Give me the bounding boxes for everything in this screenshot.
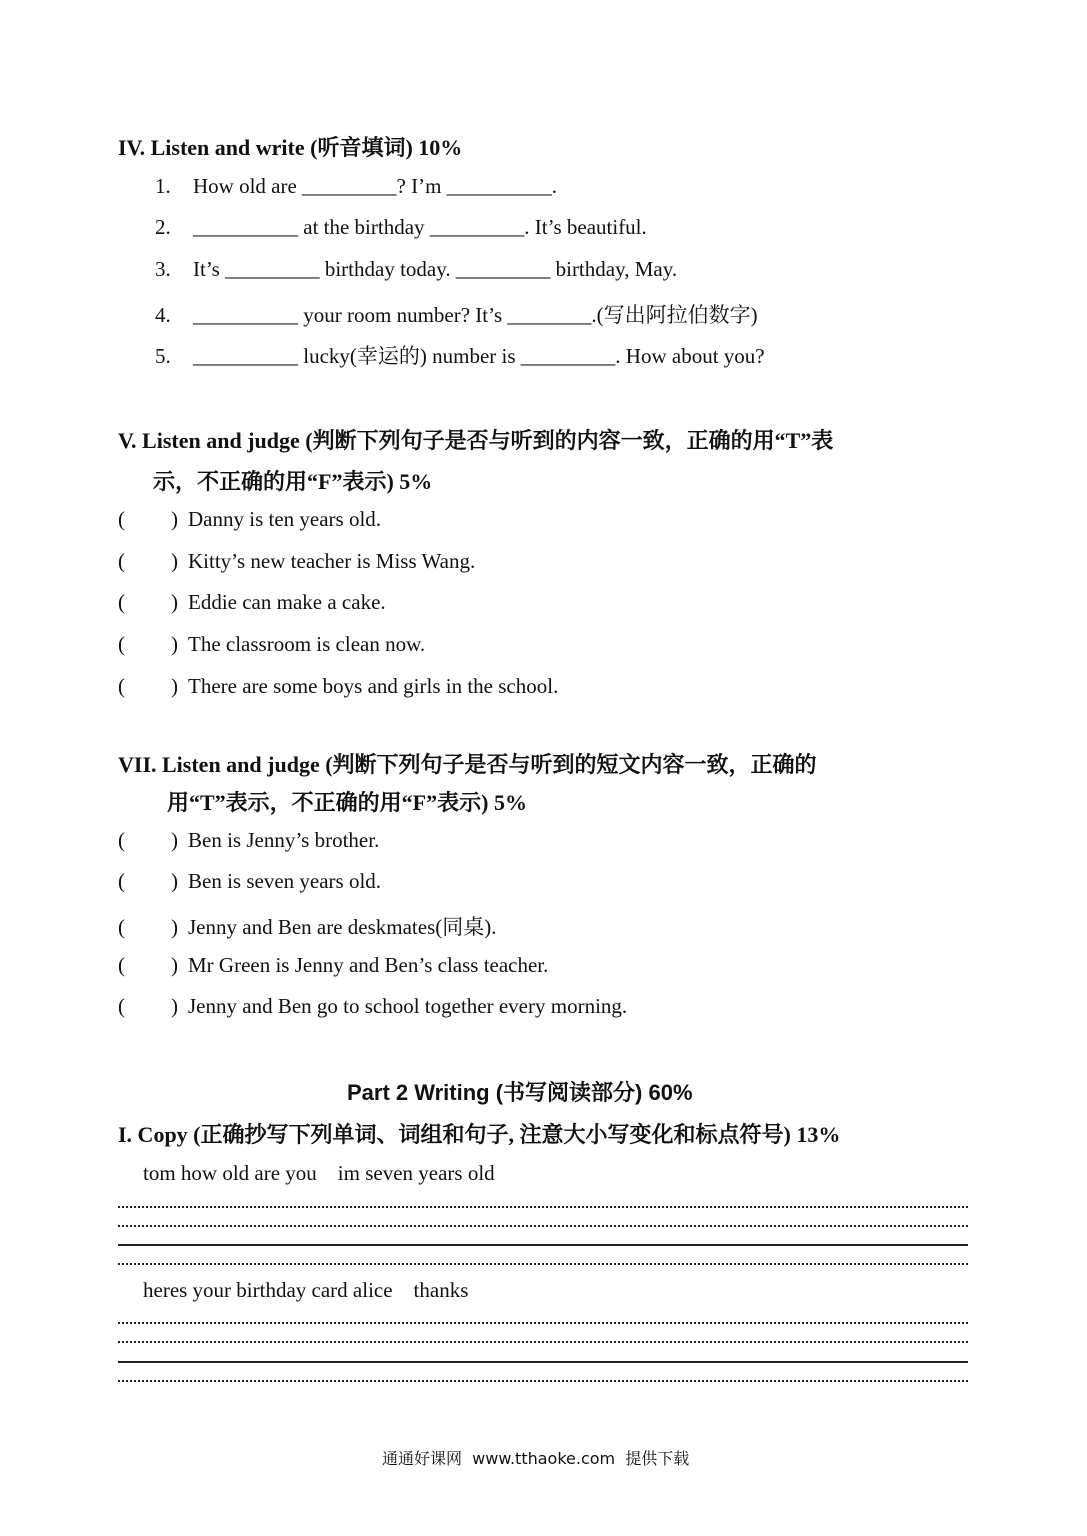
answer-bracket: ( ) (118, 507, 178, 531)
item-text: __________ at the birthday _________. It’s beautiful. (193, 215, 647, 239)
answer-bracket: ( ) (118, 590, 178, 614)
writing-guide-line (118, 1322, 968, 1324)
judge-item (118, 911, 497, 941)
item-text: There are some boys and girls in the school. (188, 674, 559, 698)
writing-guide-line (118, 1341, 968, 1343)
judge-item (118, 590, 386, 615)
item-text: Kitty’s new teacher is Miss Wang. (188, 549, 476, 573)
judge-item (118, 869, 381, 894)
judge-item (118, 994, 627, 1019)
judge-item (118, 828, 379, 853)
section-vii-title-line2: 用“T”表示，不正确的用“F”表示) 5% (167, 790, 527, 815)
section-iv-title: IV. Listen and write (听音填词) 10% (118, 135, 463, 160)
writing-guide-line (118, 1380, 968, 1382)
answer-bracket: ( ) (118, 994, 178, 1018)
item-text: Jenny and Ben are deskmates(同桌). (188, 915, 497, 939)
section-v-title-line1: V. Listen and judge (判断下列句子是否与听到的内容一致，正确的用“T”表 (118, 428, 834, 453)
writing-guide-line (118, 1263, 968, 1265)
judge-item (118, 953, 548, 978)
judge-item (118, 674, 558, 699)
footer-source: 通通好课网 www.tthaoke.com 提供下载 (382, 1449, 690, 1468)
item-number: 1. (155, 174, 171, 198)
item-number: 3. (155, 257, 171, 281)
item-text: __________ lucky(幸运的) number is _________. How about you? (193, 344, 765, 368)
answer-bracket: ( ) (118, 549, 178, 573)
item-text: __________ your room number? It’s ________.(写出阿拉伯数字) (193, 303, 758, 327)
item-text: Mr Green is Jenny and Ben’s class teacher. (188, 953, 549, 977)
answer-bracket: ( ) (118, 953, 178, 977)
answer-bracket: ( ) (118, 869, 178, 893)
judge-item (118, 632, 425, 657)
item-text: How old are _________? I’m __________. (193, 174, 557, 198)
section-iv-item (155, 340, 765, 370)
writing-baseline (118, 1361, 968, 1363)
answer-bracket: ( ) (118, 828, 178, 852)
judge-item (118, 507, 381, 532)
judge-item (118, 549, 475, 574)
writing-baseline (118, 1244, 968, 1246)
item-text: Eddie can make a cake. (188, 590, 386, 614)
item-number: 2. (155, 215, 171, 239)
item-number: 4. (155, 303, 171, 327)
item-text: It’s _________ birthday today. _________ birthday, May. (193, 257, 678, 281)
section-iv-item (155, 257, 677, 282)
item-number: 5. (155, 344, 171, 368)
item-text: Jenny and Ben go to school together every morning. (188, 994, 628, 1018)
section-v-title-line2: 示，不正确的用“F”表示) 5% (153, 469, 433, 494)
answer-bracket: ( ) (118, 632, 178, 656)
section-vii-title-line1: VII. Listen and judge (判断下列句子是否与听到的短文内容一致，正确的 (118, 752, 817, 777)
item-text: Danny is ten years old. (188, 507, 382, 531)
writing-guide-line (118, 1206, 968, 1208)
writing-guide-line (118, 1225, 968, 1227)
copy-source-text: tom how old are you im seven years old (143, 1161, 495, 1185)
item-text: Ben is seven years old. (188, 869, 382, 893)
section-iv-item (155, 174, 557, 199)
section-iv-item (155, 215, 647, 240)
section-iv-item (155, 299, 758, 329)
answer-bracket: ( ) (118, 674, 178, 698)
copy-source-text: heres your birthday card alice thanks (143, 1278, 469, 1302)
copy-title: I. Copy (正确抄写下列单词、词组和句子, 注意大小写变化和标点符号) 13% (118, 1122, 841, 1147)
answer-bracket: ( ) (118, 915, 178, 939)
part2-title: Part 2 Writing (书写阅读部分) 60% (347, 1080, 693, 1105)
item-text: The classroom is clean now. (188, 632, 426, 656)
item-text: Ben is Jenny’s brother. (188, 828, 380, 852)
